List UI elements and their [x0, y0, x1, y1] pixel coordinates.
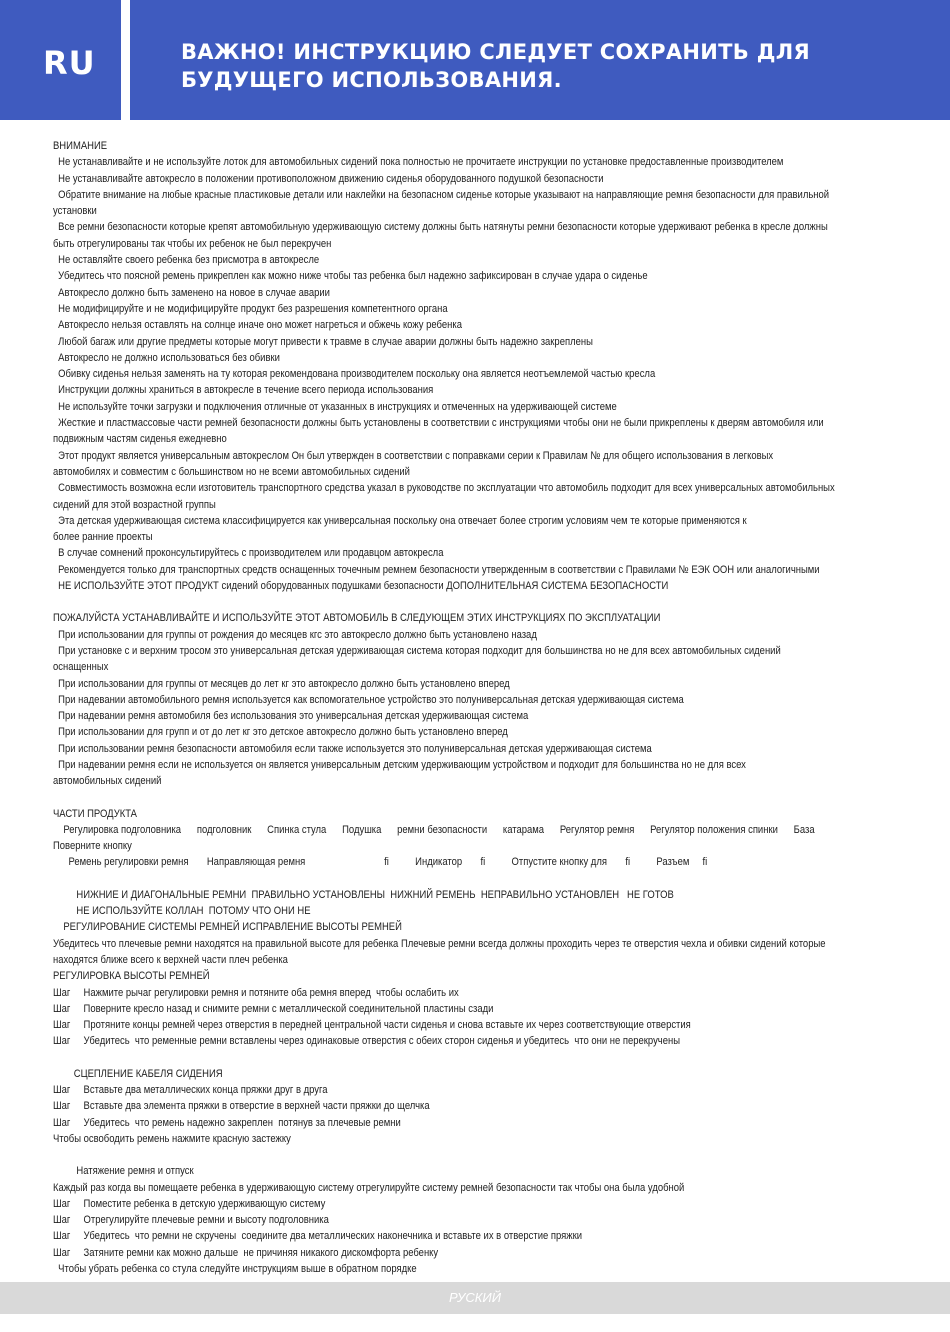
- text-line: Не модифицируйте и не модифицируйте продукт без разрешения компетентного органа: [58, 302, 448, 315]
- spacer: [53, 594, 904, 610]
- text-line: Убедитесь что поясной ремень прикреплен как можно ниже чтобы таз ребенка был надежно зафиксирован в случае удара о сиденье: [58, 270, 648, 283]
- text-line: Шаг Убедитесь что ремни не скручены соедините два металлических наконечника и вставьте их в отверстие пряжки: [53, 1230, 583, 1243]
- text-line: быть отрегулированы так чтобы их ребенок не был перекручен: [53, 237, 332, 250]
- text-line: При установке с и верхним тросом это универсальная детская удерживающая система которая подходит для большинства но не для всех автомобильных сидений: [58, 644, 781, 657]
- text-line: Обивку сиденья нельзя заменять на ту которая рекомендована производителем поскольку она является неотъемлемой частью кресла: [58, 368, 656, 381]
- text-line: Натяжение ремня и отпуск: [68, 1165, 194, 1178]
- spacer: [53, 1147, 904, 1163]
- text-line: При надевании ремня если не используется он является универсальным детским удерживающим устройством и подходит для большинства но не для всех: [58, 758, 746, 771]
- text-line: установки: [53, 205, 97, 218]
- header-divider: [121, 0, 130, 120]
- text-line: Ремень регулировки ремня Направляющая ремня ﬁ Индикатор ﬁ Отпустите кнопку для ﬁ Разъем ﬁ: [68, 856, 708, 869]
- text-line: ВНИМАНИЕ: [53, 140, 108, 152]
- text-line: НЕ ИСПОЛЬЗУЙТЕ ЭТОТ ПРОДУКТ сидений оборудованных подушками безопасности ДОПОЛНИТЕЛЬНАЯ СИСТЕМА БЕЗОПАСНОСТИ: [58, 580, 669, 593]
- text-line: НЕ ИСПОЛЬЗУЙТЕ КОЛЛАН ПОТОМУ ЧТО ОНИ НЕ: [68, 905, 311, 918]
- text-line: ЧАСТИ ПРОДУКТА: [53, 807, 137, 820]
- text-line: Шаг Поверните кресло назад и снимите ремни с металлической соединительной пластины сзади: [53, 1002, 494, 1015]
- text-line: Не устанавливайте и не используйте лоток для автомобильных сидений пока полностью не прочитаете инструкции по установке предоставленные производителем: [58, 156, 784, 169]
- text-line: Рекомендуется только для транспортных средств оснащенных точечным ремнем безопасности утвержденным в соответствии с Правилами № ЕЭК ООН или аналогичными: [58, 563, 820, 576]
- text-line: Эта детская удерживающая система классифицируется как универсальная поскольку она отвечает более строгим условиям чем те которые применяются к: [58, 514, 747, 527]
- text-line: Шаг Затяните ремни как можно дальше не причиняя никакого дискомфорта ребенку: [53, 1246, 439, 1259]
- text-line: При использовании для групп и от до лет кг это детское автокресло должно быть установлено вперед: [58, 726, 508, 739]
- text-line: В случае сомнений проконсультируйтесь с производителем или продавцом автокресла: [58, 547, 444, 560]
- text-line: Автокресло должно быть заменено на новое в случае аварии: [58, 286, 330, 299]
- text-line: автомобилях и совместим с большинством но не всеми автомобильных сидений: [53, 465, 410, 478]
- spacer: [53, 871, 904, 887]
- text-line: Автокресло не должно использоваться без обивки: [58, 351, 280, 364]
- text-line: находятся ближе всего к верхней части плеч ребенка: [53, 953, 288, 966]
- text-line: Шаг Убедитесь что ремень надежно закреплен потянув за плечевые ремни: [53, 1116, 401, 1129]
- text-line: Автокресло нельзя оставлять на солнце иначе оно может нагреться и обжечь кожу ребенка: [58, 319, 462, 332]
- text-line: автомобильных сидений: [53, 775, 162, 788]
- text-line: Шаг Вставьте два металлических конца пряжки друг в друга: [53, 1084, 328, 1097]
- footer-bar: [0, 1282, 950, 1314]
- text-line: Убедитесь что плечевые ремни находятся на правильной высоте для ребенка Плечевые ремни всегда должны проходить через те отверстия чехла и обивки сидений которые: [53, 937, 826, 950]
- text-line: Чтобы освободить ремень нажмите красную застежку: [53, 1132, 291, 1145]
- text-line: При надевании автомобильного ремня используется как вспомогательное устройство это полуниверсальная детская удерживающая система: [58, 693, 684, 706]
- text-line: РЕГУЛИРОВАНИЕ СИСТЕМЫ РЕМНЕЙ ИСПРАВЛЕНИЕ ВЫСОТЫ РЕМНЕЙ: [63, 921, 402, 934]
- text-line: При использовании ремня безопасности автомобиля если также используется это полуниверсальная детская удерживающая система: [58, 742, 652, 755]
- text-line: сидений для этой возрастной группы: [53, 498, 216, 511]
- text-line: Шаг Убедитесь что ременные ремни вставлены через одинаковые отверстия с обеих сторон сиденья и убедитесь что они не перекручены: [53, 1035, 681, 1048]
- text-line: Совместимость возможна если изготовитель транспортного средства указал в руководстве по эксплуатации что автомобиль подходит для всех универсальных автомобильных: [58, 482, 835, 495]
- text-line: При использовании для группы от рождения до месяцев кгс это автокресло должно быть установлено назад: [58, 628, 537, 641]
- text-line: Любой багаж или другие предметы которые могут привести к травме в случае аварии должны быть надежно закреплены: [58, 335, 593, 348]
- text-line: Инструкции должны храниться в автокресле в течение всего периода использования: [58, 384, 434, 397]
- header-banner: [0, 0, 950, 120]
- text-line: Не используйте точки загрузки и подключения отличные от указанных в инструкциях и отмеченных на удерживающей системе: [58, 400, 617, 413]
- text-line: Не устанавливайте автокресло в положении противоположном движению сиденья оборудованного подушкой безопасности: [58, 172, 604, 185]
- text-line: Не оставляйте своего ребенка без присмотра в автокресле: [58, 254, 320, 267]
- text-line: НИЖНИЕ И ДИАГОНАЛЬНЫЕ РЕМНИ ПРАВИЛЬНО УСТАНОВЛЕНЫ НИЖНИЙ РЕМЕНЬ НЕПРАВИЛЬНО УСТАНОВЛЕН НЕ ГОТОВ: [68, 888, 674, 901]
- footer-language-label: РУСКИЙ: [448, 1290, 502, 1305]
- text-line: подвижным частям сиденья ежедневно: [53, 433, 227, 446]
- text-line: При использовании для группы от месяцев до лет кг это автокресло должно быть установлено вперед: [58, 677, 510, 690]
- text-line: Шаг Отрегулируйте плечевые ремни и высоту подголовника: [53, 1214, 329, 1227]
- text-line: Обратите внимание на любые красные пластиковые детали или наклейки на безопасном сиденье которые указывают на направляющие ремня безопасности для правильной: [58, 188, 830, 201]
- text-line: Поверните кнопку: [53, 840, 132, 853]
- page-title: ВАЖНО! ИНСТРУКЦИЮ СЛЕДУЕТ СОХРАНИТЬ ДЛЯ БУДУЩЕГО ИСПОЛЬЗОВАНИЯ.: [181, 40, 810, 92]
- text-line: Регулировка подголовника подголовник Спинка стула Подушка ремни безопасности катарама Регулятор ремня Регулятор положения спинки База: [63, 823, 815, 836]
- text-line: Этот продукт является универсальным автокреслом Он был утвержден в соответствии с поправками серии к Правилам № для общего использования в легковых: [58, 449, 774, 462]
- text-line: Шаг Поместите ребенка в детскую удерживающую систему: [53, 1197, 326, 1210]
- text-line: Каждый раз когда вы помещаете ребенка в удерживающую систему отрегулируйте систему ремней безопасности так чтобы она была удобной: [53, 1181, 685, 1194]
- text-line: Шаг Нажмите рычаг регулировки ремня и потяните оба ремня вперед чтобы ослабить их: [53, 986, 459, 999]
- text-line: Жесткие и пластмассовые части ремней безопасности должны быть установлены в соответствии с инструкциями чтобы они не были прикреплены к дверям автомобиля или: [58, 417, 824, 430]
- text-line: СЦЕПЛЕНИЕ КАБЕЛЯ СИДЕНИЯ: [68, 1067, 223, 1080]
- text-line: ПОЖАЛУЙСТА УСТАНАВЛИВАЙТЕ И ИСПОЛЬЗУЙТЕ ЭТОТ АВТОМОБИЛЬ В СЛЕДУЮЩЕМ ЭТИХ ИНСТРУКЦИЯХ ПО ЭКСПЛУАТАЦИИ: [53, 612, 661, 625]
- text-line: более ранние проекты: [53, 531, 153, 544]
- spacer: [53, 1050, 904, 1066]
- instructions-body: [53, 138, 904, 1277]
- text-line: РЕГУЛИРОВКА ВЫСОТЫ РЕМНЕЙ: [53, 970, 210, 983]
- language-code: RU: [43, 44, 96, 82]
- text-line: Чтобы убрать ребенка со стула следуйте инструкциям выше в обратном порядке: [58, 1263, 417, 1275]
- text-line: При надевании ремня автомобиля без использования это универсальная детская удерживающая система: [58, 710, 529, 723]
- text-line: Шаг Вставьте два элемента пряжки в отверстие в верхней части пряжки до щелчка: [53, 1100, 430, 1113]
- text-line: оснащенных: [53, 661, 109, 674]
- text-line: Шаг Протяните концы ремней через отверстия в передней центральной части сиденья и снова вставьте их через соответствующие отверстия: [53, 1019, 691, 1032]
- text-line: Все ремни безопасности которые крепят автомобильную удерживающую систему должны быть натянуты ремни безопасности которые удерживают ребенка в кресле должны: [58, 221, 828, 234]
- language-badge: [0, 0, 121, 120]
- spacer: [53, 790, 904, 806]
